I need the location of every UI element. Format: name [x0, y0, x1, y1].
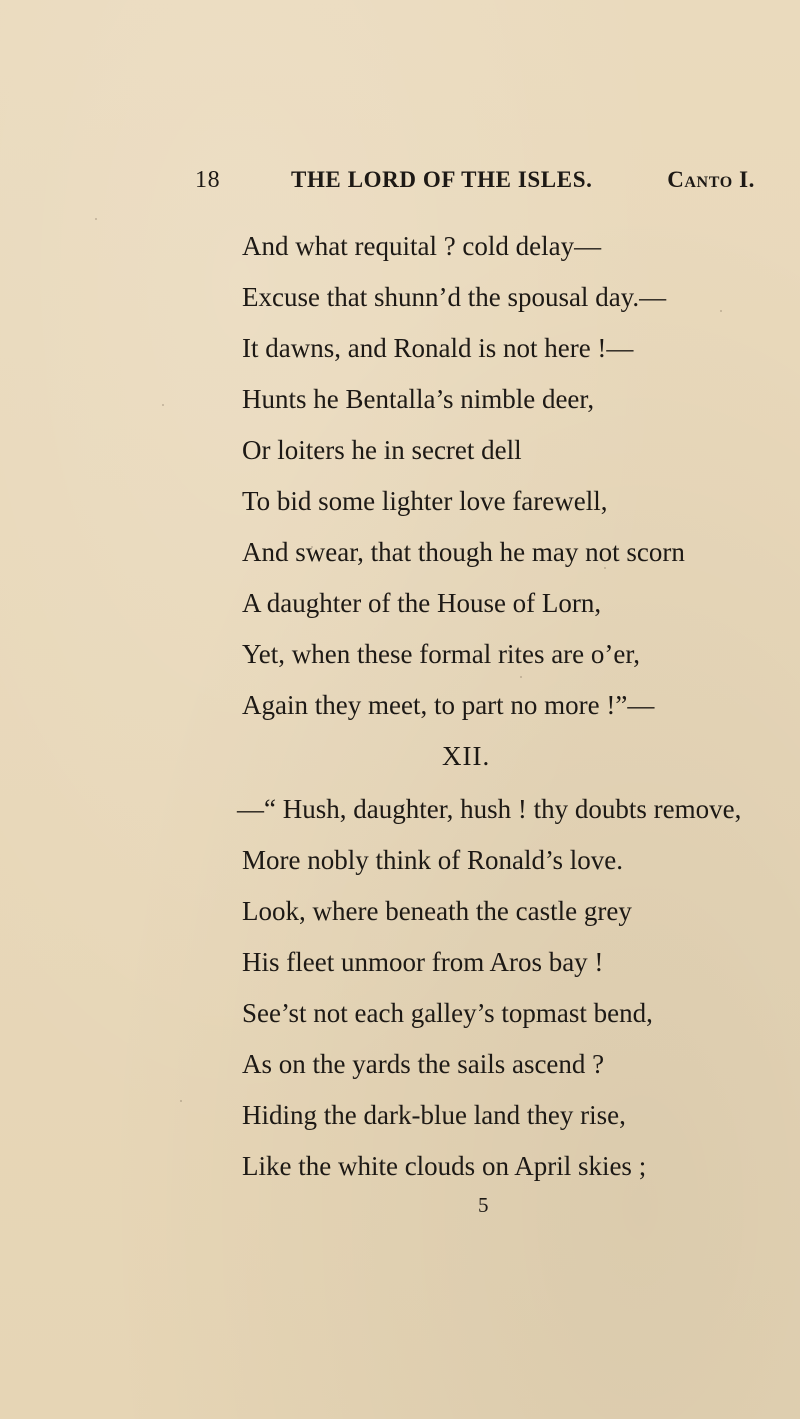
- verse-line: Hiding the dark-blue land they rise,: [242, 1100, 626, 1130]
- verse-line: A daughter of the House of Lorn,: [242, 588, 602, 618]
- verse-line: It dawns, and Ronald is not here !—: [242, 333, 634, 363]
- verse-line: Yet, when these formal rites are o’er,: [242, 639, 641, 669]
- section-heading: XII.: [442, 741, 491, 771]
- verse-line: Like the white clouds on April skies ;: [242, 1151, 647, 1181]
- canto-label: Canto I.: [667, 167, 755, 192]
- signature-mark: 5: [478, 1193, 489, 1217]
- verse-line: Look, where beneath the castle grey: [242, 896, 632, 926]
- verse-line: His fleet unmoor from Aros bay !: [242, 947, 604, 977]
- verse-line: To bid some lighter love farewell,: [242, 486, 608, 516]
- verse-line: Again they meet, to part no more !”—: [242, 690, 655, 720]
- page-number: 18: [195, 167, 221, 193]
- verse-line: —“ Hush, daughter, hush ! thy doubts remove,: [237, 794, 742, 824]
- verse-line: Excuse that shunn’d the spousal day.—: [242, 282, 667, 312]
- running-title: THE LORD OF THE ISLES.: [291, 167, 593, 192]
- verse-line: See’st not each galley’s topmast bend,: [242, 998, 653, 1028]
- verse-line: Hunts he Bentalla’s nimble deer,: [242, 384, 595, 414]
- verse-line: As on the yards the sails ascend ?: [242, 1049, 605, 1079]
- verse-line: More nobly think of Ronald’s love.: [242, 845, 623, 875]
- verse-line: And what requital ? cold delay—: [242, 231, 602, 261]
- verse-line: And swear, that though he may not scorn: [242, 537, 685, 567]
- running-header: [195, 166, 755, 194]
- verse-line: Or loiters he in secret dell: [242, 435, 522, 465]
